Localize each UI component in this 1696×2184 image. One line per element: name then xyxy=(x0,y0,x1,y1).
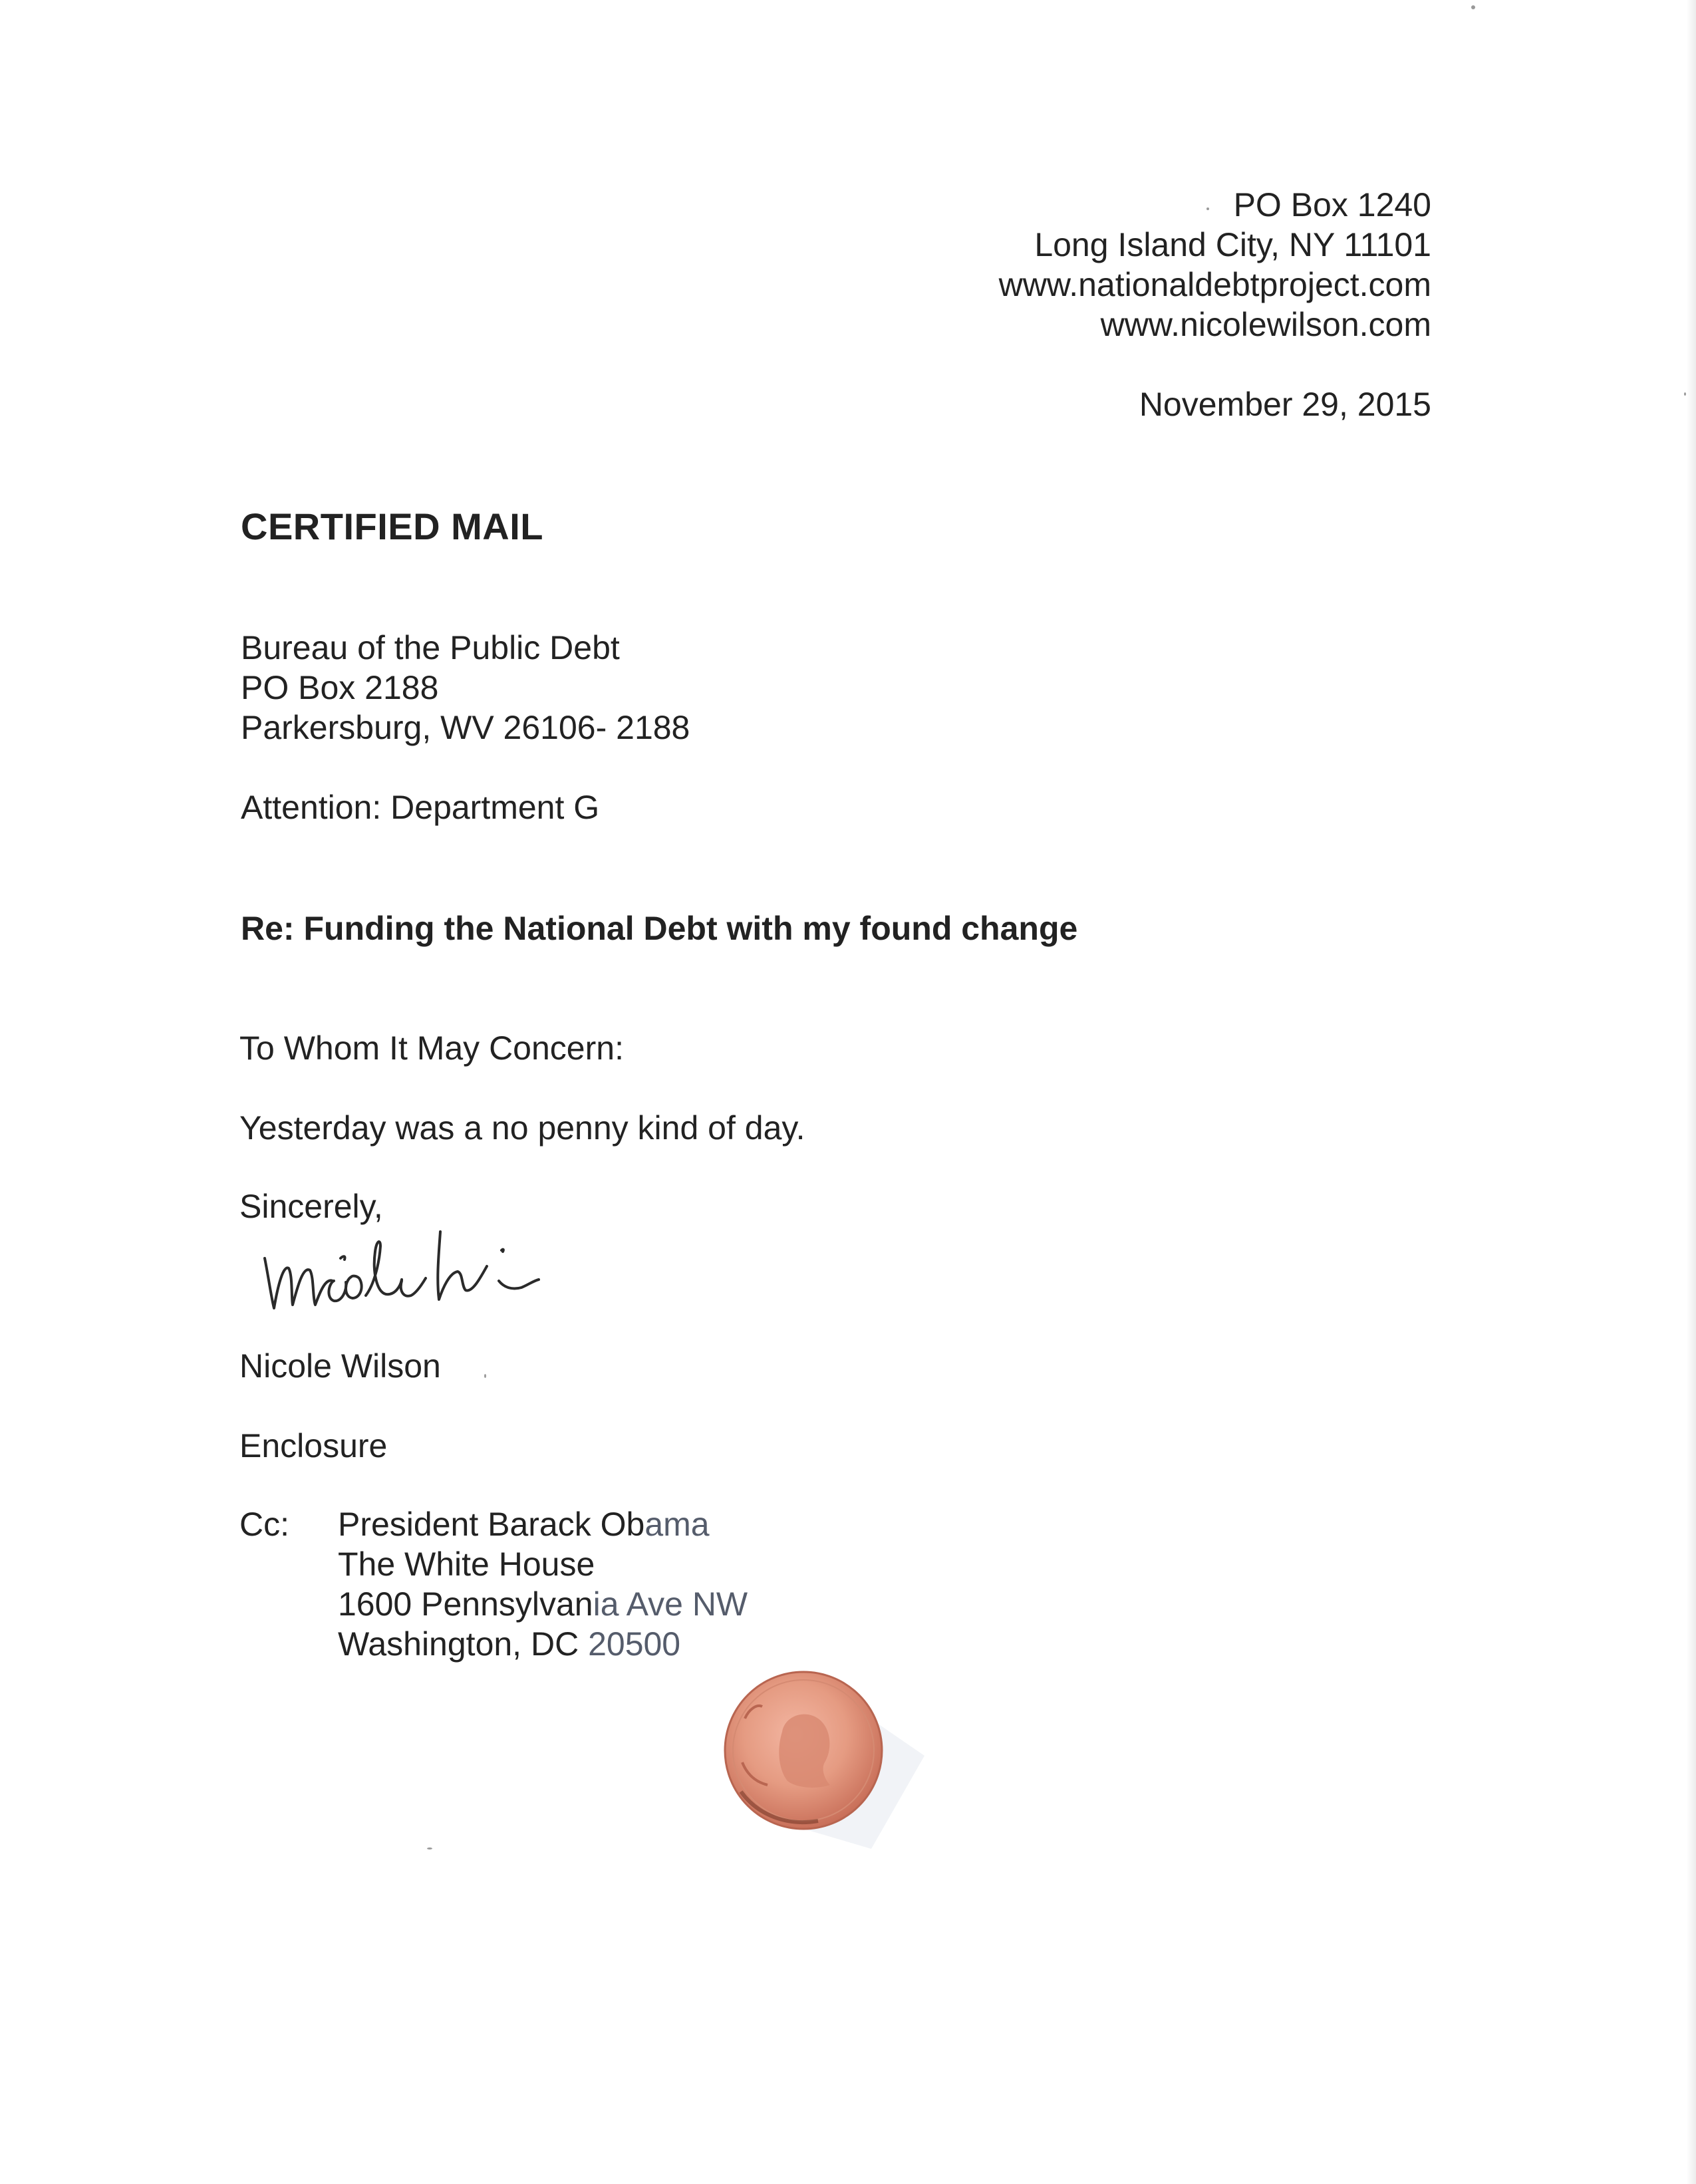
signature-name: Nicole Wilson xyxy=(239,1347,441,1385)
salutation: To Whom It May Concern: xyxy=(239,1029,624,1067)
cc-line: Washington, DC 20500 xyxy=(338,1625,681,1663)
recipient-name: Bureau of the Public Debt xyxy=(241,629,620,666)
attention-line: Attention: Department G xyxy=(241,789,600,826)
scan-speck xyxy=(484,1374,486,1378)
sender-website-link[interactable]: www.nationaldebtproject.com xyxy=(998,266,1431,303)
sender-city-line: Long Island City, NY 11101 xyxy=(1034,226,1431,263)
certified-mail-heading: CERTIFIED MAIL xyxy=(241,505,543,547)
scan-speck xyxy=(1471,5,1475,9)
cc-line: President Barack Obama xyxy=(338,1506,710,1543)
enclosure-label: Enclosure xyxy=(239,1427,388,1464)
subject-line: Re: Funding the National Debt with my found change xyxy=(241,910,1078,947)
recipient-city-line: Parkersburg, WV 26106- 2188 xyxy=(241,709,690,746)
handwritten-signature xyxy=(259,1212,605,1331)
cc-line: 1600 Pennsylvania Ave NW xyxy=(338,1585,748,1623)
body-text: Yesterday was a no penny kind of day. xyxy=(239,1109,805,1147)
page-edge-shadow xyxy=(1687,0,1696,2184)
cc-label: Cc: xyxy=(239,1506,289,1543)
cc-line: The White House xyxy=(338,1546,595,1583)
letter-date: November 29, 2015 xyxy=(1139,386,1431,423)
sender-po-box: PO Box 1240 xyxy=(1233,186,1431,223)
scan-speck xyxy=(1206,207,1209,210)
sender-website-link[interactable]: www.nicolewilson.com xyxy=(1100,306,1431,343)
scan-speck xyxy=(1684,392,1686,396)
scan-speck xyxy=(427,1847,432,1849)
recipient-po-box: PO Box 2188 xyxy=(241,669,439,706)
penny-coin-icon xyxy=(718,1663,931,1862)
closing: Sincerely, xyxy=(239,1188,383,1225)
